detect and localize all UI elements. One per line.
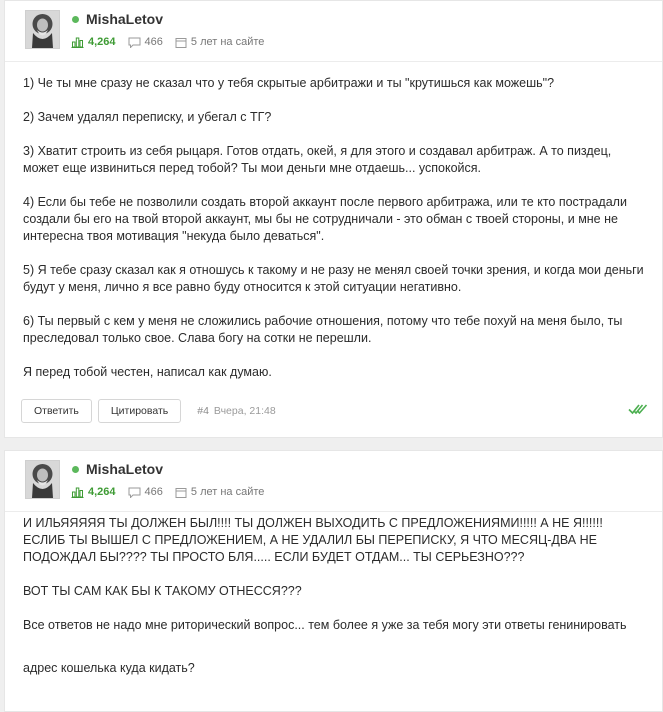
message-icon — [128, 37, 141, 48]
forum-post — [4, 0, 663, 438]
post-timestamp: Вчера, 21:48 — [213, 405, 276, 417]
message-icon — [128, 487, 141, 498]
user-stats — [71, 485, 276, 499]
quote-button[interactable]: Цитировать — [98, 399, 181, 423]
post-footer — [21, 398, 648, 424]
rating-value: 4,264 — [88, 486, 116, 498]
reply-button[interactable]: Ответить — [21, 399, 92, 423]
rating-bars-icon — [71, 487, 84, 498]
post-paragraph: 6) Ты первый с кем у меня не сложились рабочие отношения, потому что тебе похуй на меня было, ты преследовал только свое. Слава богу на сотки не перешли. — [23, 314, 623, 345]
username-link[interactable]: MishaLetov — [86, 11, 164, 27]
messages-count: 466 — [144, 486, 163, 498]
tenure-stat — [175, 36, 264, 48]
online-status-icon — [72, 16, 79, 23]
avatar-portrait-icon — [26, 461, 59, 498]
post-paragraph: адрес кошелька куда кидать? — [23, 661, 195, 675]
username-link[interactable]: MishaLetov — [86, 461, 164, 477]
tenure-text: 5 лет на сайте — [190, 486, 265, 498]
post-content — [23, 75, 648, 398]
post-paragraph: 4) Если бы тебе не позволили создать второй аккаунт после первого арбитража, или те кто пострадали создали бы его на твой второй аккаунт, мы бы не сотрудничали - это обман с твоей стороны, и мне не интересна твоя мотивация "некуда было деваться". — [23, 195, 627, 243]
avatar-portrait-icon — [26, 11, 59, 48]
post-header — [5, 1, 662, 62]
avatar[interactable] — [25, 10, 60, 49]
user-stats — [71, 35, 276, 49]
calendar-icon — [175, 487, 187, 498]
post-paragraph: 1) Че ты мне сразу не сказал что у тебя скрытые арбитражи и ты "крутишься как можешь"? — [23, 76, 555, 90]
post-paragraph: 5) Я тебе сразу сказал как я отношусь к такому и не разу не менял своей точки зрения, и когда мои деньги будут у меня, лично я все равно буду относится к этой ситуации негативно. — [23, 263, 644, 294]
post-paragraph: Все ответов не надо мне риторический вопрос... тем более я уже за тебя могу эти ответы генинировать — [23, 618, 627, 632]
post-header — [5, 451, 662, 512]
avatar[interactable] — [25, 460, 60, 499]
online-status-icon — [72, 466, 79, 473]
post-paragraph: Я перед тобой честен, написал как думаю. — [23, 365, 272, 379]
post-paragraph: 2) Зачем удалял переписку, и убегал с ТГ? — [23, 110, 272, 124]
post-content — [23, 515, 648, 694]
rating-stat — [71, 36, 116, 48]
rating-value: 4,264 — [88, 36, 116, 48]
forum-post — [4, 450, 663, 712]
tenure-stat — [175, 486, 264, 498]
messages-stat — [128, 36, 163, 48]
double-check-icon — [628, 403, 648, 415]
messages-stat — [128, 486, 163, 498]
tenure-text: 5 лет на сайте — [190, 36, 265, 48]
rating-stat — [71, 486, 116, 498]
calendar-icon — [175, 37, 187, 48]
rating-bars-icon — [71, 37, 84, 48]
post-paragraph: ВОТ ТЫ САМ КАК БЫ К ТАКОМУ ОТНЕССЯ??? — [23, 584, 302, 598]
post-number-link[interactable]: #4 — [197, 405, 209, 417]
post-paragraph: И ИЛЬЯЯЯЯЯ ТЫ ДОЛЖЕН БЫЛ!!!! ТЫ ДОЛЖЕН ВЫХОДИТЬ С ПРЕДЛОЖЕНИЯМИ!!!!! А НЕ Я!!!!!! ЕСЛИБ ТЫ ВЫШЕЛ С ПРЕДЛОЖЕНИЕМ, А НЕ УДАЛИЛ БЫ ПЕРЕПИСКУ, Я ЧТО МЕСЯЦ-ДВА НЕ ПОДОЖДАЛ БЫ???? ТЫ ПРОСТО БЛЯ..... ЕСЛИ БУДЕТ ОТДАМ... ТЫ СЕРЬЕЗНО??? — [23, 516, 603, 564]
messages-count: 466 — [144, 36, 163, 48]
post-paragraph: 3) Хватит строить из себя рыцаря. Готов отдать, окей, я для этого и создавал арбитраж. А то пиздец, может еще извиниться перед тобой? Ты мои деньги мне отдаешь... успокойся. — [23, 144, 612, 175]
